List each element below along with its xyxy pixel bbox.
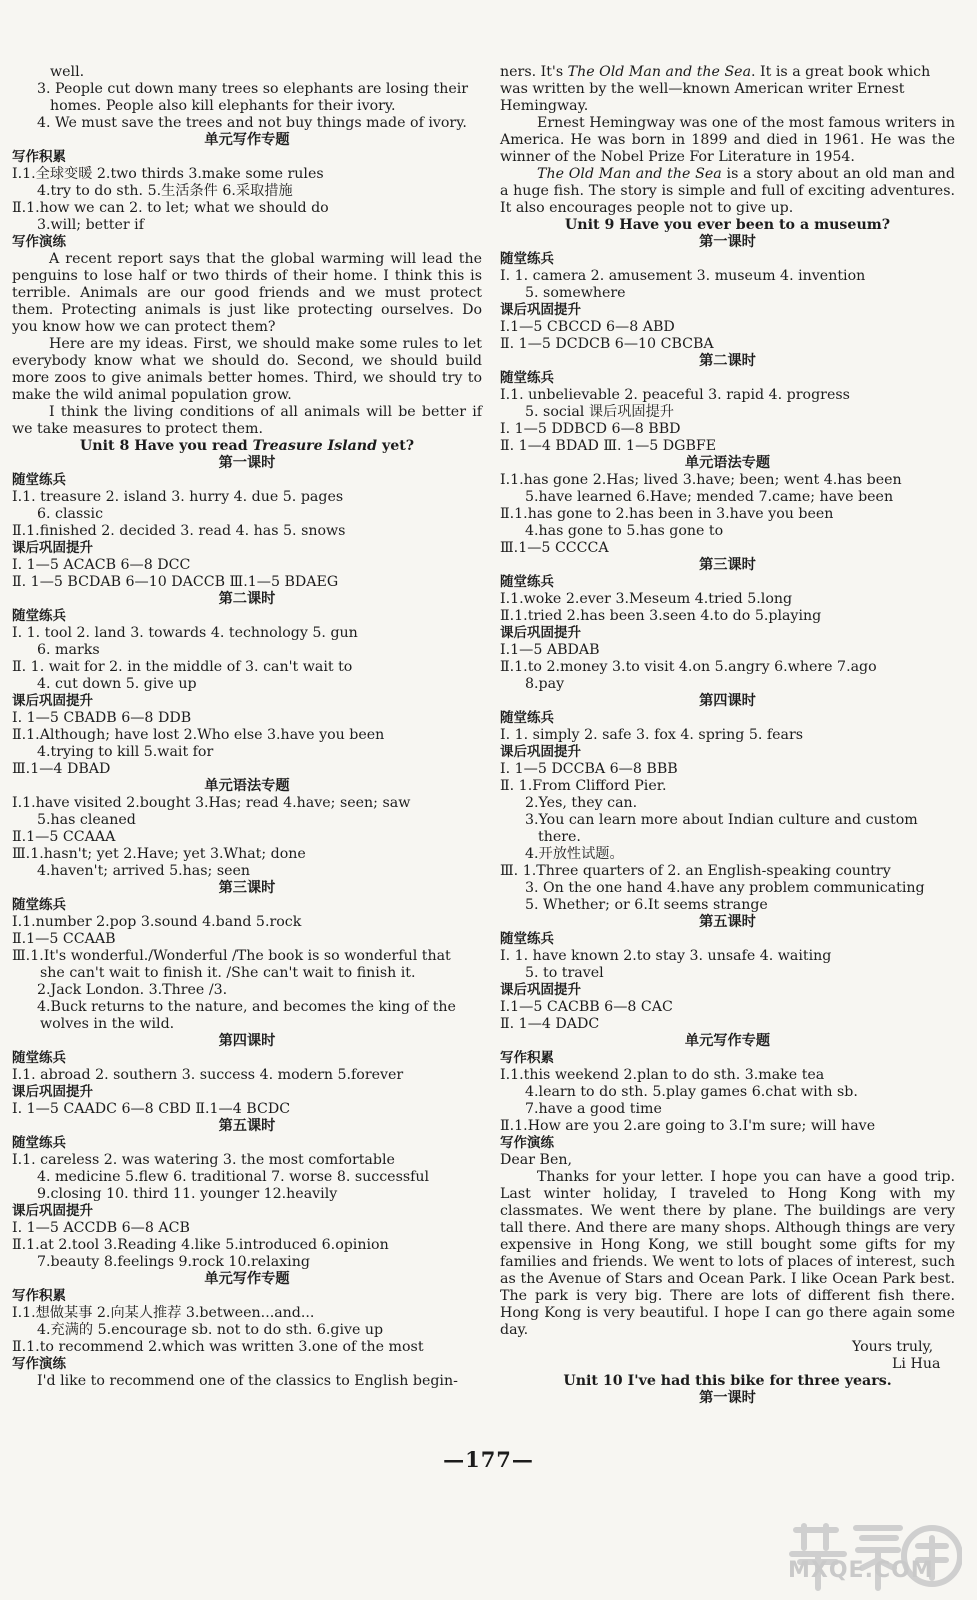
- section-heading: 第三课时: [699, 557, 756, 573]
- paragraph: Ernest Hemingway was one of the most famous writers in America. He was born in 1899 and died in 1961. He was the winner of the Nobel Prize For Literature in 1954.: [500, 115, 955, 165]
- answer-line: Ⅰ.1.this weekend 2.plan to do sth. 3.make tea: [500, 1067, 825, 1083]
- answer-line: Ⅱ.1.How are you 2.are going to 3.I'm sure; will have: [500, 1118, 876, 1134]
- left-column: [12, 64, 482, 1390]
- answer-line: Ⅰ.1. careless 2. was watering 3. the most comfortable: [12, 1152, 395, 1168]
- subsection-label: 随堂练兵: [12, 1135, 66, 1151]
- answer-line: Ⅱ.1.to recommend 2.which was written 3.one of the most: [12, 1339, 424, 1355]
- answer-line: 4.has gone to 5.has gone to: [525, 523, 724, 539]
- answer-line: 5. somewhere: [525, 285, 626, 301]
- section-heading: 第四课时: [218, 1033, 276, 1049]
- answer-line: there.: [538, 829, 581, 845]
- paragraph: Here are my ideas. First, we should make some rules to let everybody know what we should do. Second, we should build more zoos to give animals better homes. Third, we should try to make the wild animal population grow.: [12, 336, 482, 403]
- subsection-label: 随堂练兵: [500, 251, 554, 267]
- answer-line: 4.try to do sth. 5.生活条件 6.采取措施: [37, 183, 293, 199]
- answer-line: 8.pay: [525, 676, 565, 692]
- answer-line: Ⅱ. 1. wait for 2. in the middle of 3. can't wait to: [12, 659, 353, 675]
- answer-line: Ⅰ.1—5 ABDAB: [500, 642, 600, 658]
- answer-line: 6. marks: [37, 642, 100, 658]
- subsection-label: 课后巩固提升: [12, 693, 93, 709]
- answer-line: Ⅰ.1.想做某事 2.向某人推荐 3.between...and...: [12, 1305, 315, 1321]
- answer-line: Ⅰ.1. abroad 2. southern 3. success 4. modern 5.forever: [12, 1067, 404, 1083]
- answer-line: Ⅲ.1.It's wonderful./Wonderful /The book is so wonderful that: [12, 948, 451, 964]
- answer-line: Ⅰ. 1—5 CBADB 6—8 DDB: [12, 710, 192, 726]
- subsection-label: 随堂练兵: [12, 1050, 66, 1066]
- answer-line: 5. social 课后巩固提升: [525, 404, 674, 420]
- section-heading: Unit 9 Have you ever been to a museum?: [564, 217, 891, 233]
- answer-line: Ⅰ. 1—5 DCCBA 6—8 BBB: [500, 761, 678, 777]
- answer-line: Ⅰ.1—5 CACBB 6—8 CAC: [500, 999, 673, 1015]
- answer-line: Ⅱ.1.has gone to 2.has been in 3.have you been: [500, 506, 834, 522]
- subsection-label: 课后巩固提升: [12, 1203, 93, 1219]
- answer-line: 7.beauty 8.feelings 9.rock 10.relaxing: [37, 1254, 310, 1270]
- section-heading: 第三课时: [218, 880, 276, 896]
- subsection-label: 课后巩固提升: [12, 1084, 93, 1100]
- answer-line: Ⅱ.1.finished 2. decided 3. read 4. has 5. snows: [12, 523, 346, 539]
- answer-line: 4.开放性试题。: [525, 846, 624, 862]
- answer-line: Ⅰ.1. treasure 2. island 3. hurry 4. due 5. pages: [12, 489, 344, 505]
- subsection-label: 课后巩固提升: [12, 540, 93, 556]
- subsection-label: 课后巩固提升: [500, 744, 581, 760]
- answer-line: 5. Whether; or 6.It seems strange: [525, 897, 768, 913]
- answer-line: Ⅰ.1.has gone 2.Has; lived 3.have; been; went 4.has been: [500, 472, 902, 488]
- subsection-label: 写作积累: [500, 1050, 554, 1066]
- answer-line: 4. We must save the trees and not buy things made of ivory.: [37, 115, 467, 131]
- answer-line: Yours truly,: [852, 1339, 934, 1355]
- answer-line: Ⅲ.1.hasn't; yet 2.Have; yet 3.What; done: [12, 846, 306, 862]
- answer-line: Ⅱ. 1—4 DADC: [500, 1016, 600, 1032]
- answer-line: 4.learn to do sth. 5.play games 6.chat with sb.: [525, 1084, 858, 1100]
- section-heading: 第四课时: [699, 693, 756, 709]
- subsection-label: 写作演练: [500, 1135, 554, 1151]
- subsection-label: 课后巩固提升: [500, 625, 581, 641]
- section-heading: 单元写作专题: [204, 1271, 290, 1287]
- answer-line: Ⅲ. 1.Three quarters of 2. an English-speaking country: [500, 863, 891, 879]
- answer-line: 5.has cleaned: [37, 812, 136, 828]
- answer-line: 4.trying to kill 5.wait for: [37, 744, 214, 760]
- answer-line: 3. People cut down many trees so elephants are losing their: [37, 81, 469, 97]
- answer-line: Ⅰ.1—5 CBCCD 6—8 ABD: [500, 319, 675, 335]
- section-heading: 单元写作专题: [684, 1033, 771, 1049]
- answer-line: she can't wait to finish it. /She can't wait to finish it.: [40, 965, 416, 981]
- subsection-label: 随堂练兵: [500, 931, 554, 947]
- section-heading: Unit 10 I've had this bike for three years.: [563, 1373, 892, 1389]
- answer-line: 3.will; better if: [37, 217, 144, 233]
- answer-line: 5.have learned 6.Have; mended 7.came; have been: [525, 489, 894, 505]
- section-heading: 第一课时: [699, 1390, 756, 1406]
- subsection-label: 课后巩固提升: [500, 302, 581, 318]
- answer-line: 9.closing 10. third 11. younger 12.heavily: [37, 1186, 338, 1202]
- answer-line: 7.have a good time: [525, 1101, 662, 1117]
- subsection-label: 随堂练兵: [12, 472, 66, 488]
- subsection-label: 写作积累: [12, 1288, 66, 1304]
- section-heading: 第二课时: [699, 353, 756, 369]
- section-heading: 第五课时: [699, 914, 756, 930]
- answer-line: Ⅱ. 1.From Clifford Pier.: [500, 778, 667, 794]
- answer-line: Ⅰ. 1. tool 2. land 3. towards 4. technology 5. gun: [12, 625, 358, 641]
- answer-line: 5. to travel: [525, 965, 604, 981]
- answer-line: 3.You can learn more about Indian culture and custom: [525, 812, 918, 828]
- answer-line: well.: [50, 64, 85, 80]
- answer-line: Ⅲ.1—5 CCCCA: [500, 540, 609, 556]
- paragraph: The Old Man and the Sea is a story about an old man and a huge fish. The story is simple and full of exciting adventures. It also encourages people not to give up.: [500, 166, 955, 216]
- answer-line: 4.充满的 5.encourage sb. not to do sth. 6.give up: [37, 1322, 384, 1338]
- answer-line: Ⅱ.1.at 2.tool 3.Reading 4.like 5.introduced 6.opinion: [12, 1237, 389, 1253]
- subsection-label: 随堂练兵: [12, 897, 66, 913]
- subsection-label: 写作演练: [12, 234, 66, 250]
- right-column: [500, 64, 955, 1407]
- section-heading: 单元语法专题: [204, 778, 290, 794]
- answer-line: Ⅱ.1—5 CCAAB: [12, 931, 116, 947]
- subsection-label: 随堂练兵: [500, 370, 554, 386]
- watermark-text: MXQE.COM: [788, 1558, 934, 1583]
- subsection-label: 课后巩固提升: [500, 982, 581, 998]
- page-number: —177—: [443, 1447, 534, 1472]
- section-heading: Unit 8 Have you read Treasure Island yet?: [79, 438, 415, 454]
- answer-line: Ⅰ.1. unbelievable 2. peaceful 3. rapid 4. progress: [500, 387, 850, 403]
- answer-line: Ⅰ.1.woke 2.ever 3.Meseum 4.tried 5.long: [500, 591, 793, 607]
- paragraph: ners. It's The Old Man and the Sea. It is a great book which was written by the well—known American writer Ernest Hemingway.: [500, 64, 931, 114]
- subsection-label: 随堂练兵: [12, 608, 66, 624]
- answer-line: Ⅱ.1—5 CCAAA: [12, 829, 116, 845]
- answer-line: Ⅰ. 1. have known 2.to stay 3. unsafe 4. waiting: [500, 948, 832, 964]
- section-heading: 第五课时: [218, 1118, 276, 1134]
- answer-line: Ⅰ.1.have visited 2.bought 3.Has; read 4.have; seen; saw: [12, 795, 411, 811]
- subsection-label: 写作积累: [12, 149, 66, 165]
- answer-line: Ⅰ. 1—5 ACACB 6—8 DCC: [12, 557, 191, 573]
- section-heading: 单元语法专题: [684, 455, 771, 471]
- subsection-label: 随堂练兵: [500, 710, 554, 726]
- answer-line: 3. On the one hand 4.have any problem communicating: [525, 880, 925, 896]
- answer-line: 4. cut down 5. give up: [37, 676, 197, 692]
- subsection-label: 写作演练: [12, 1356, 66, 1372]
- answer-line: wolves in the wild.: [40, 1016, 175, 1032]
- answer-line: Ⅱ. 1—5 BCDAB 6—10 DACCB Ⅲ.1—5 BDAEG: [12, 574, 339, 590]
- answer-line: Dear Ben,: [500, 1152, 572, 1168]
- answer-line: Ⅱ.1.tried 2.has been 3.seen 4.to do 5.playing: [500, 608, 822, 624]
- answer-line: Ⅰ.1.全球变暖 2.two thirds 3.make some rules: [12, 166, 324, 182]
- answer-line: Li Hua: [892, 1356, 941, 1372]
- answer-line: Ⅲ.1—4 DBAD: [12, 761, 111, 777]
- paragraph: I think the living conditions of all animals will be better if we take measures to protect them.: [12, 404, 482, 437]
- answer-line: 6. classic: [37, 506, 104, 522]
- paragraph: Thanks for your letter. I hope you can have a good trip. Last winter holiday, I traveled to Hong Kong with my classmates. We went there by plane. The buildings are very tall there. And there are many shops. Although things are very expensive in Hong Kong, we still bought some gifts for my families and friends. We went to lots of places of interest, such as the Avenue of Stars and Ocean Park. I like Ocean Park best. The park is very big. There are lots of different fish there. Hong Kong is very beautiful. I hope I can go there again some day.: [500, 1169, 955, 1338]
- answer-line: 2.Jack London. 3.Three /3.: [37, 982, 228, 998]
- section-heading: 单元写作专题: [204, 132, 290, 148]
- answer-line: Ⅰ. 1. camera 2. amusement 3. museum 4. invention: [500, 268, 866, 284]
- answer-line: Ⅱ.1.how we can 2. to let; what we should do: [12, 200, 329, 216]
- answer-line: I'd like to recommend one of the classics to English begin-: [37, 1373, 458, 1389]
- answer-line: Ⅱ. 1—4 BDAD Ⅲ. 1—5 DGBFE: [500, 438, 717, 454]
- answer-line: homes. People also kill elephants for their ivory.: [50, 98, 396, 114]
- answer-line: Ⅰ. 1—5 ACCDB 6—8 ACB: [12, 1220, 190, 1236]
- subsection-label: 随堂练兵: [500, 574, 554, 590]
- answer-line: 4.Buck returns to the nature, and becomes the king of the: [37, 999, 456, 1015]
- answer-line: 2.Yes, they can.: [525, 795, 638, 811]
- section-heading: 第一课时: [218, 455, 276, 471]
- answer-line: Ⅱ.1.to 2.money 3.to visit 4.on 5.angry 6.where 7.ago: [500, 659, 877, 675]
- answer-line: Ⅰ. 1. simply 2. safe 3. fox 4. spring 5. fears: [500, 727, 804, 743]
- answer-line: Ⅰ. 1—5 CAADC 6—8 CBD Ⅱ.1—4 BCDC: [12, 1101, 291, 1117]
- paragraph: A recent report says that the global warming will lead the penguins to lose half or two thirds of their home. I think this is terrible. Animals are our good friends and we must protect them. Protecting animals is just like protecting ourselves. Do you know how we can protect them?: [12, 251, 482, 335]
- section-heading: 第二课时: [218, 591, 276, 607]
- answer-line: 4.haven't; arrived 5.has; seen: [37, 863, 251, 879]
- answer-line: 4. medicine 5.flew 6. traditional 7. worse 8. successful: [37, 1169, 430, 1185]
- answer-line: Ⅱ. 1—5 DCDCB 6—10 CBCBA: [500, 336, 714, 352]
- answer-line: Ⅰ.1.number 2.pop 3.sound 4.band 5.rock: [12, 914, 302, 930]
- answer-line: Ⅰ. 1—5 DDBCD 6—8 BBD: [500, 421, 681, 437]
- section-heading: 第一课时: [699, 234, 756, 250]
- answer-line: Ⅱ.1.Although; have lost 2.Who else 3.have you been: [12, 727, 385, 743]
